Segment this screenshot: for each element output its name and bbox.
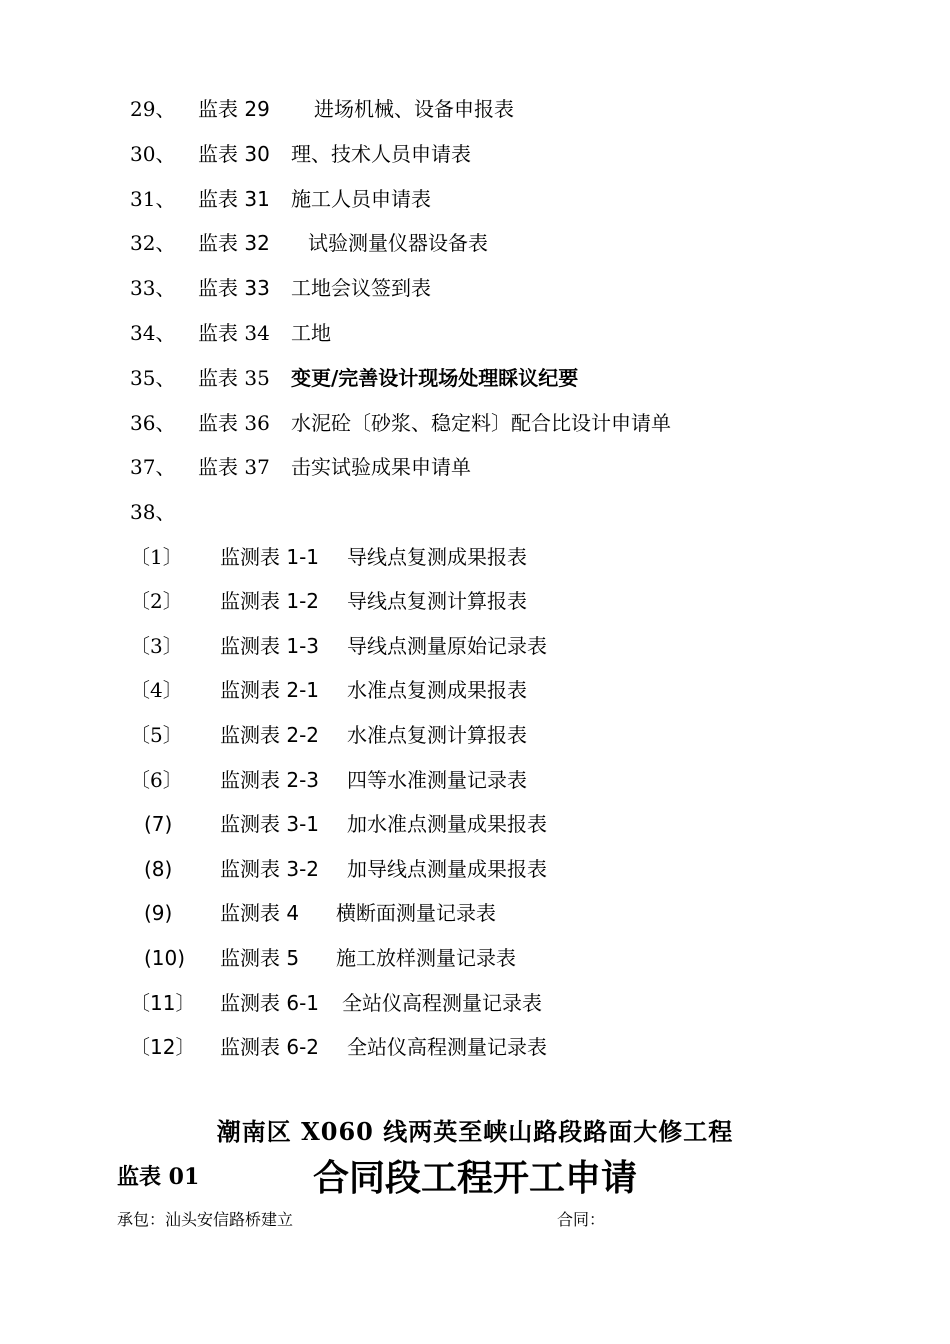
sub-item-number: (8) (144, 857, 173, 881)
survey-form-title: 导线点复测成果报表 (347, 545, 527, 569)
survey-form-code: 监测表 1-1 (220, 545, 320, 569)
survey-form-title: 全站仪高程测量记录表 (347, 1035, 547, 1059)
form-title: 工地 (291, 321, 331, 345)
survey-form-title: 施工放样测量记录表 (336, 946, 516, 970)
sub-list-item (130, 542, 830, 572)
survey-form-code: 监测表 4 (220, 901, 300, 925)
survey-form-code: 监测表 1-3 (220, 634, 320, 658)
sub-list-item (130, 631, 830, 661)
list-item (130, 228, 830, 258)
sub-item-number: 〔1〕 (130, 545, 183, 569)
contract-label: 合同： (557, 1210, 606, 1229)
form-code: 监表 37 (198, 455, 270, 479)
item-number: 32、 (130, 231, 176, 255)
form-code: 监表 34 (198, 321, 270, 345)
sub-list-item (130, 1032, 830, 1062)
item-number: 36、 (130, 411, 176, 435)
survey-form-code: 监测表 1-2 (220, 589, 320, 613)
sub-item-number: 〔4〕 (130, 678, 183, 702)
survey-form-code: 监测表 6-2 (220, 1035, 320, 1059)
list-item (130, 139, 830, 169)
survey-form-code: 监测表 2-3 (220, 768, 320, 792)
list-item (130, 363, 830, 393)
sub-item-number: (10) (144, 946, 186, 970)
form-code: 监表 33 (198, 276, 270, 300)
sub-list-item (130, 898, 830, 928)
form-title: 变更/完善设计现场处理睬议纪要 (291, 366, 579, 390)
list-item (130, 184, 830, 214)
list-item (130, 497, 830, 527)
item-number: 37、 (130, 455, 176, 479)
sub-list-item (130, 988, 830, 1018)
form-number: 监表 01 (117, 1164, 200, 1190)
form-code: 监表 30 (198, 142, 270, 166)
sub-item-number: 〔2〕 (130, 589, 183, 613)
survey-form-title: 水准点复测计算报表 (347, 723, 527, 747)
sub-list-item (130, 854, 830, 884)
sub-item-number: 〔11〕 (130, 991, 196, 1015)
survey-form-code: 监测表 2-2 (220, 723, 320, 747)
form-code: 监表 32 (198, 231, 270, 255)
item-number: 30、 (130, 142, 176, 166)
form-title: 水泥砼〔砂浆、稳定料〕配合比设计申请单 (291, 411, 671, 435)
sub-list-item (130, 765, 830, 795)
contractor-label: 承包：汕头安信路桥建立 (117, 1210, 294, 1229)
form-code: 监表 31 (198, 187, 270, 211)
list-item (130, 318, 830, 348)
form-title: 工地会议签到表 (291, 276, 431, 300)
item-number: 31、 (130, 187, 176, 211)
sub-item-number: 〔12〕 (130, 1035, 196, 1059)
survey-form-title: 加导线点测量成果报表 (347, 857, 547, 881)
list-item (130, 273, 830, 303)
sub-item-number: (7) (144, 812, 173, 836)
form-heading: 合同段工程开工申请 (313, 1158, 638, 1199)
survey-form-title: 全站仪高程测量记录表 (342, 991, 542, 1015)
sub-list-item (130, 943, 830, 973)
survey-form-title: 横断面测量记录表 (336, 901, 496, 925)
survey-form-title: 导线点复测计算报表 (347, 589, 527, 613)
form-title: 理、技术人员申请表 (291, 142, 471, 166)
form-code: 监表 36 (198, 411, 270, 435)
form-code: 监表 29 (198, 97, 270, 121)
list-item (130, 452, 830, 482)
item-number: 38、 (130, 500, 176, 524)
form-code: 监表 35 (198, 366, 270, 390)
item-number: 35、 (130, 366, 176, 390)
survey-form-code: 监测表 3-2 (220, 857, 320, 881)
survey-form-title: 水准点复测成果报表 (347, 678, 527, 702)
item-number: 33、 (130, 276, 176, 300)
sub-list-item (130, 809, 830, 839)
survey-form-code: 监测表 6-1 (220, 991, 320, 1015)
survey-form-title: 加水准点测量成果报表 (347, 812, 547, 836)
survey-form-title: 导线点测量原始记录表 (347, 634, 547, 658)
form-title: 进场机械、设备申报表 (314, 97, 514, 121)
form-title: 试验测量仪器设备表 (308, 231, 488, 255)
item-number: 29、 (130, 97, 176, 121)
list-item (130, 408, 830, 438)
survey-form-code: 监测表 5 (220, 946, 300, 970)
project-title: 潮南区 X060 线两英至峡山路段路面大修工程 (216, 1117, 734, 1146)
sub-list-item (130, 720, 830, 750)
sub-item-number: 〔6〕 (130, 768, 183, 792)
survey-form-code: 监测表 3-1 (220, 812, 320, 836)
survey-form-title: 四等水准测量记录表 (347, 768, 527, 792)
sub-list-item (130, 675, 830, 705)
form-title: 施工人员申请表 (291, 187, 431, 211)
sub-item-number: 〔3〕 (130, 634, 183, 658)
form-title: 击实试验成果申请单 (291, 455, 471, 479)
sub-item-number: 〔5〕 (130, 723, 183, 747)
item-number: 34、 (130, 321, 176, 345)
sub-list-item (130, 586, 830, 616)
sub-item-number: (9) (144, 901, 173, 925)
survey-form-code: 监测表 2-1 (220, 678, 320, 702)
list-item (130, 94, 830, 124)
